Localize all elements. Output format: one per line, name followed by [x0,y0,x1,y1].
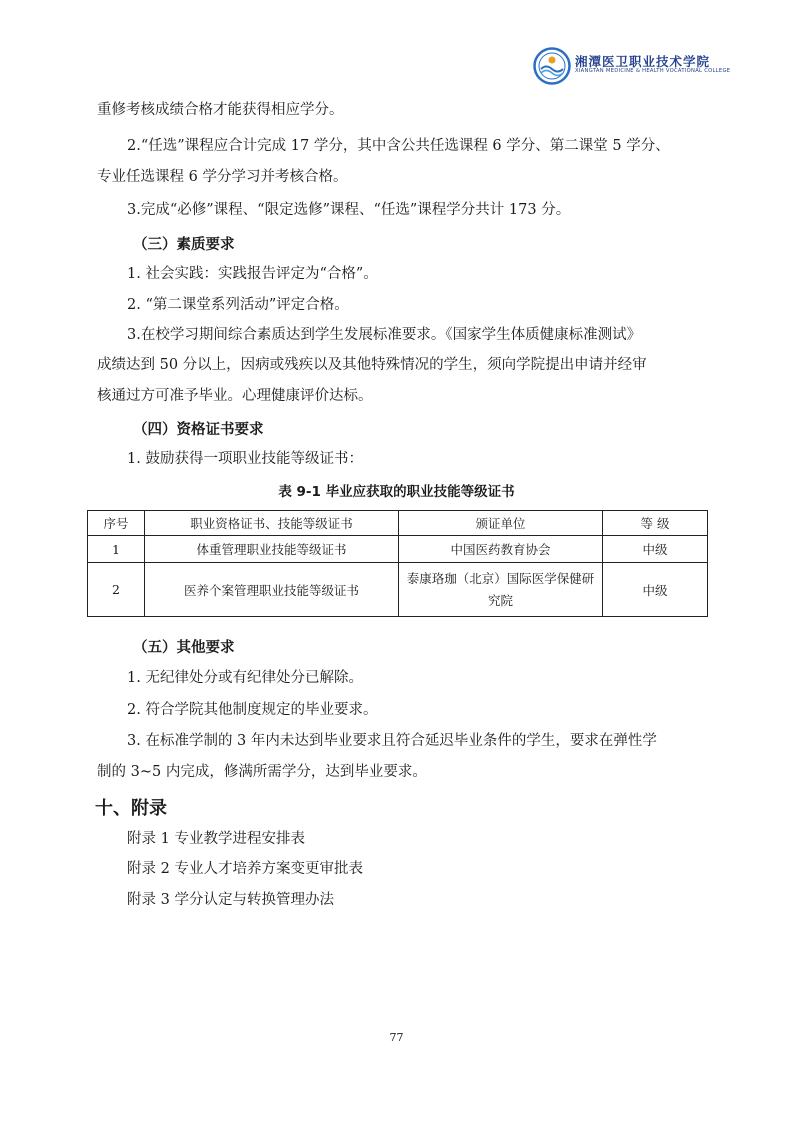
section-heading-other: （五）其他要求 [133,640,235,656]
table-cell: 1 [88,536,145,563]
college-emblem-icon [533,47,571,85]
appendix-item: 附录 3 学分认定与转换管理办法 [127,892,334,908]
table-row [88,536,708,563]
table-cell: 2 [88,563,145,617]
page-number: 77 [389,1031,404,1044]
paragraph-total-credits: 3.完成“必修”课程、“限定选修”课程、“任选”课程学分共计 173 分。 [127,202,571,218]
list-item: 2. “第二课堂系列活动”评定合格。 [127,297,349,313]
college-name: 湘潭医卫职业技术学院 [575,54,711,69]
list-item: 成绩达到 50 分以上，因病或残疾以及其他特殊情况的学生，须向学院提出申请并经审 [97,357,647,373]
header-cell: 序号 [88,511,145,536]
college-logo [531,46,731,86]
table-header-row [88,511,708,536]
paragraph-retake: 重修考核成绩合格才能获得相应学分。 [97,102,344,118]
list-item: 3.在校学习期间综合素质达到学生发展标准要求。《国家学生体质健康标准测试》 [127,327,642,343]
section-heading-certificates: （四）资格证书要求 [133,422,264,438]
header-cell: 职业资格证书、技能等级证书 [145,511,399,536]
list-item: 1. 鼓励获得一项职业技能等级证书： [127,451,363,467]
header-cell: 等 级 [603,511,708,536]
table-cell: 体重管理职业技能等级证书 [145,536,399,563]
list-item: 2. 符合学院其他制度规定的毕业要求。 [127,702,378,718]
appendix-item: 附录 2 专业人才培养方案变更审批表 [127,861,363,877]
table-cell: 中级 [603,563,708,617]
table-cell: 中级 [603,536,708,563]
table-caption: 表 9-1 毕业应获取的职业技能等级证书 [278,484,515,500]
certificate-table [87,510,708,617]
appendix-item: 附录 1 专业教学进程安排表 [127,831,305,847]
college-name-english: XIANGTAN MEDICINE & HEALTH VOCATIONAL COLLEGE [575,68,731,74]
list-item: 核通过方可准予毕业。心理健康评价达标。 [97,388,373,404]
list-item: 1. 社会实践：实践报告评定为“合格”。 [127,266,378,282]
list-item: 1. 无纪律处分或有纪律处分已解除。 [127,670,363,686]
section-heading-quality: （三）素质要求 [133,237,235,253]
paragraph-elective-line1: 2.“任选”课程应合计完成 17 学分，其中含公共任选课程 6 学分、第二课堂 5 学分、 [127,138,670,154]
list-item: 制的 3~5 内完成，修满所需学分，达到毕业要求。 [97,764,427,780]
table-cell: 医养个案管理职业技能等级证书 [145,563,399,617]
section-heading-appendix: 十、附录 [95,798,167,819]
header-cell: 颁证单位 [399,511,603,536]
paragraph-elective-line2: 专业任选课程 6 学分学习并考核合格。 [97,169,348,185]
list-item: 3. 在标准学制的 3 年内未达到毕业要求且符合延迟毕业条件的学生，要求在弹性学 [127,733,657,749]
table-cell: 中国医药教育协会 [399,536,603,563]
table-cell: 泰康珞珈（北京）国际医学保健研究院 [399,563,603,617]
table-row [88,563,708,617]
